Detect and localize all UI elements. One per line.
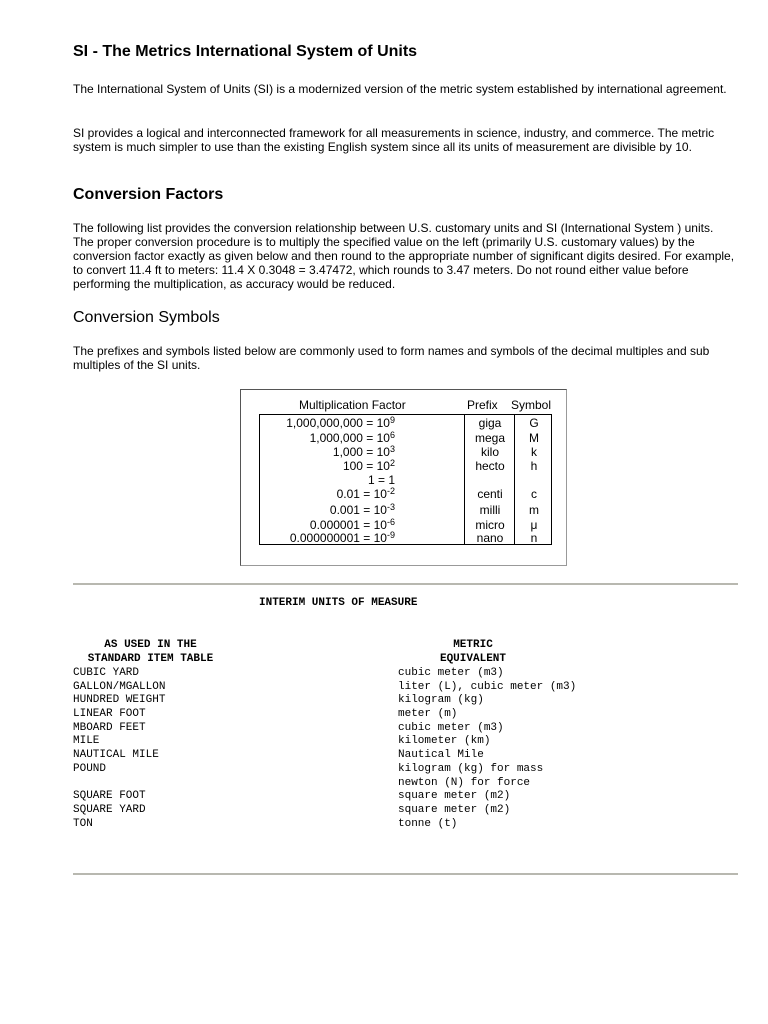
standard-unit: SQUARE FOOT xyxy=(73,790,146,803)
standard-unit: GALLON/MGALLON xyxy=(73,680,166,693)
standard-unit: SQUARE YARD xyxy=(73,803,146,816)
prefix-table-image xyxy=(240,389,567,566)
standard-unit: NAUTICAL MILE xyxy=(73,749,159,762)
prefix-cell: hecto xyxy=(475,459,505,473)
factor-exponent: 6 xyxy=(389,430,395,440)
column-divider xyxy=(464,415,465,544)
symbol-cell: k xyxy=(531,445,537,459)
factor-value: 1 = 1 xyxy=(367,473,395,487)
factor-exponent: 9 xyxy=(389,415,395,425)
factor-column-header: Multiplication Factor xyxy=(299,398,406,412)
unit-row xyxy=(73,708,737,722)
symbol-cell: μ xyxy=(530,518,538,532)
metric-equivalent: kilogram (kg) xyxy=(398,694,484,707)
factor-exponent: -2 xyxy=(386,486,395,496)
metric-equivalent: meter (m) xyxy=(398,708,458,721)
standard-unit: POUND xyxy=(73,762,107,775)
conversion-factors-heading: Conversion Factors xyxy=(73,186,224,203)
metric-equivalent: square meter (m2) xyxy=(398,803,511,816)
factor-value: 0.000001 = 10 xyxy=(309,518,387,532)
intro-paragraph-2: SI provides a logical and interconnected framework for all measurements in science, industry, and commerce. The metric system is much simpler to use than the existing English system since all its units of measurement are divisible by 10. xyxy=(73,126,715,154)
metric-equivalent: Nautical Mile xyxy=(398,749,484,762)
unit-row xyxy=(73,735,737,749)
unit-row xyxy=(73,694,737,708)
prefix-cell: mega xyxy=(474,431,506,445)
factor-cell xyxy=(263,532,395,544)
metric-equivalent: square meter (m2) xyxy=(398,790,511,803)
unit-row xyxy=(73,722,737,736)
factor-exponent: -9 xyxy=(386,530,395,540)
factor-exponent: 3 xyxy=(389,444,395,454)
unit-row xyxy=(73,777,737,791)
conversion-symbols-text: The prefixes and symbols listed below are commonly used to form names and symbols of the decimal multiples and sub multiples of the SI units. xyxy=(73,344,710,372)
column-divider xyxy=(514,415,515,544)
factor-cell xyxy=(263,504,395,516)
factor-cell xyxy=(263,488,395,500)
standard-item-column-header: AS USED IN THE STANDARD ITEM TABLE xyxy=(87,639,214,665)
divider-bottom xyxy=(73,873,738,875)
standard-unit: MBOARD FEET xyxy=(73,721,146,734)
conversion-symbols-heading: Conversion Symbols xyxy=(73,309,220,326)
prefix-column-header: Prefix xyxy=(467,398,498,412)
prefix-cell: kilo xyxy=(480,445,499,459)
unit-row xyxy=(73,667,737,681)
standard-unit: TON xyxy=(73,817,93,830)
factor-value: 0.001 = 10 xyxy=(329,503,387,517)
factor-exponent: -3 xyxy=(386,502,395,512)
standard-unit: MILE xyxy=(73,735,100,748)
standard-unit: LINEAR FOOT xyxy=(73,708,146,721)
unit-row xyxy=(73,818,737,832)
factor-value: 1,000 = 10 xyxy=(332,445,390,459)
factor-value: 1,000,000 = 10 xyxy=(309,431,390,445)
metric-equivalent: newton (N) for force xyxy=(398,776,531,789)
factor-value: 100 = 10 xyxy=(342,459,390,473)
prefix-cell: nano xyxy=(476,531,504,545)
prefix-cell: giga xyxy=(478,416,502,430)
metric-equivalent: liter (L), cubic meter (m3) xyxy=(398,680,577,693)
conversion-factors-text: The following list provides the conversion relationship between U.S. customary units and SI (International System ) units. The proper conversion procedure is to multiply the specified value on the left (primarily U.S. customary values) by the conversion factor exactly as given below and then round to the appropriate number of significant digits desired. For example, to convert 11.4 ft to meters: 11.4 X 0.3048 = 3.47472, which rounds to 3.47 meters. Do not round either value before performing the multiplication, as accuracy would be reduced. xyxy=(73,221,735,291)
factor-exponent: -6 xyxy=(386,517,395,527)
factor-cell xyxy=(263,446,395,458)
factor-cell xyxy=(263,474,395,486)
symbol-cell: h xyxy=(530,459,538,473)
factor-exponent: 2 xyxy=(389,458,395,468)
interim-units-title: INTERIM UNITS OF MEASURE xyxy=(259,597,418,609)
metric-equivalent-column-header: METRIC EQUIVALENT xyxy=(439,639,506,665)
intro-paragraph-1: The International System of Units (SI) is a modernized version of the metric system established by international agreement. xyxy=(73,82,727,96)
symbol-cell: c xyxy=(531,487,537,501)
unit-row xyxy=(73,681,737,695)
factor-cell xyxy=(263,460,395,472)
prefix-cell: micro xyxy=(475,518,505,532)
unit-row xyxy=(73,790,737,804)
unit-row xyxy=(73,804,737,818)
symbol-cell: m xyxy=(529,503,539,517)
factor-cell xyxy=(263,417,395,429)
prefix-cell: centi xyxy=(477,487,503,501)
symbol-cell: G xyxy=(529,416,539,430)
standard-unit: HUNDRED WEIGHT xyxy=(73,694,166,707)
symbol-cell: M xyxy=(529,431,539,445)
page-title: SI - The Metrics International System of Units xyxy=(73,43,418,60)
divider-top xyxy=(73,583,738,585)
unit-row xyxy=(73,749,737,763)
metric-equivalent: cubic meter (m3) xyxy=(398,667,504,679)
unit-row xyxy=(73,763,737,777)
symbol-cell: n xyxy=(530,531,538,545)
factor-value: 0.000000001 = 10 xyxy=(289,531,387,545)
metric-equivalent: kilometer (km) xyxy=(398,735,491,748)
factor-value: 1,000,000,000 = 10 xyxy=(286,416,390,430)
factor-cell xyxy=(263,432,395,444)
prefix-cell: milli xyxy=(479,503,501,517)
prefix-table xyxy=(259,414,552,545)
metric-equivalent: tonne (t) xyxy=(398,817,458,830)
metric-equivalent: kilogram (kg) for mass xyxy=(398,762,544,775)
metric-equivalent: cubic meter (m3) xyxy=(398,721,504,734)
units-list xyxy=(73,667,737,831)
standard-unit: CUBIC YARD xyxy=(73,667,140,679)
factor-cell xyxy=(263,519,395,531)
symbol-column-header: Symbol xyxy=(511,398,552,412)
factor-value: 0.01 = 10 xyxy=(336,487,387,501)
